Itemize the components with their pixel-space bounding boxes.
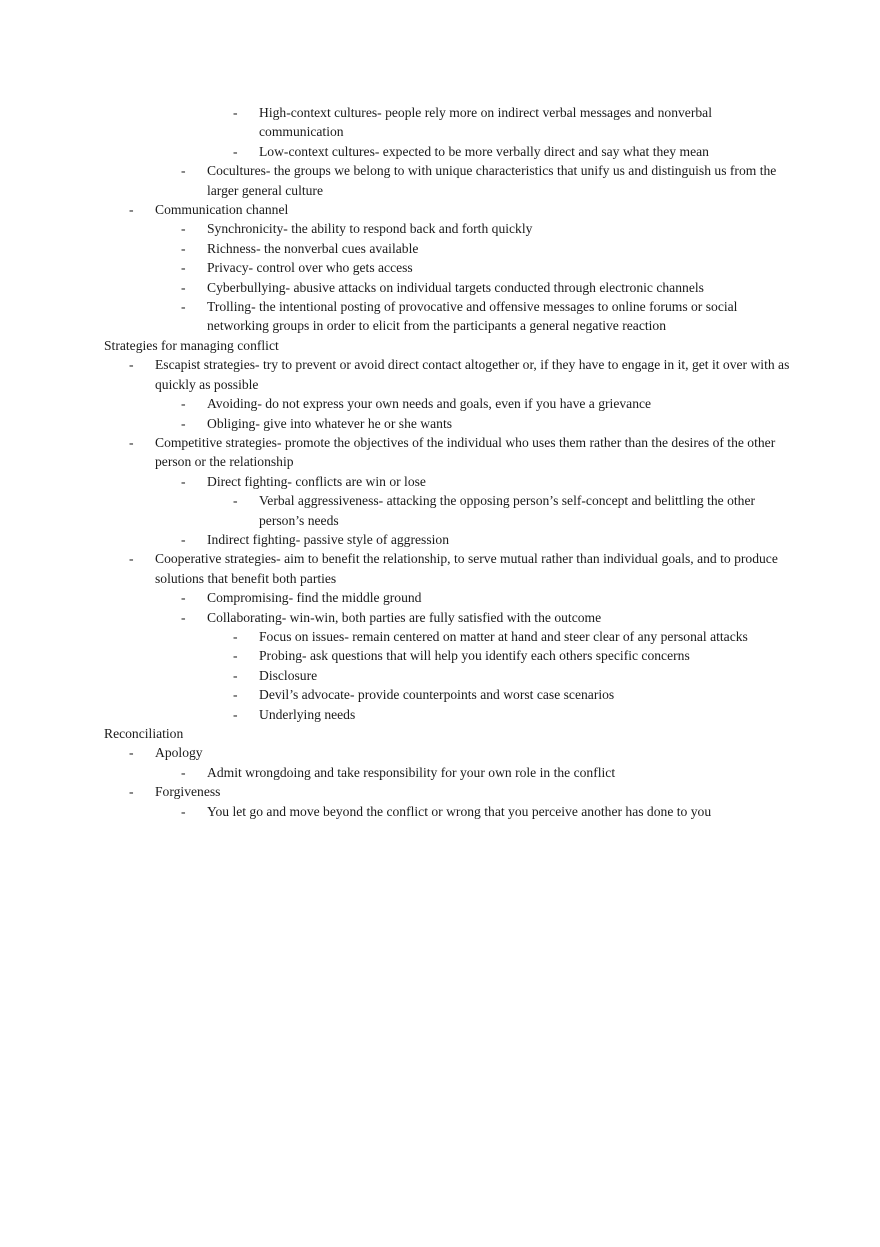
list-item <box>104 414 794 433</box>
item-text: Collaborating- win-win, both parties are fully satisfied with the outcome <box>207 609 602 625</box>
bullet-dash: - <box>181 240 186 256</box>
list-item <box>104 219 794 238</box>
item-text: Verbal aggressiveness- attacking the opposing person’s self-concept and belittling the other person’s needs <box>259 493 756 528</box>
bullet-dash: - <box>233 687 238 703</box>
list-item <box>104 763 794 782</box>
list-item <box>104 646 794 665</box>
list-item <box>104 355 794 394</box>
list-item <box>104 588 794 607</box>
list-item <box>104 103 794 142</box>
item-text: Cocultures- the groups we belong to with unique characteristics that unify us and distinguish us from the larger general culture <box>207 163 777 198</box>
list-item <box>104 782 794 801</box>
bullet-dash: - <box>181 473 186 489</box>
bullet-dash: - <box>181 163 186 179</box>
item-text: Forgiveness <box>155 784 221 800</box>
list-item <box>104 491 794 530</box>
notes-outline <box>104 103 794 821</box>
bullet-dash: - <box>233 105 238 120</box>
item-text: Cooperative strategies- aim to benefit the relationship, to serve mutual rather than individual goals, and to produce solutions that benefit both parties <box>155 551 778 586</box>
bullet-dash: - <box>181 531 186 547</box>
bullet-dash: - <box>233 648 238 664</box>
bullet-dash: - <box>129 745 134 761</box>
bullet-dash: - <box>233 143 238 159</box>
list-item <box>104 705 794 724</box>
bullet-dash: - <box>181 396 186 412</box>
item-text: Low-context cultures- expected to be more verbally direct and say what they mean <box>259 143 709 159</box>
item-text: Devil’s advocate- provide counterpoints and worst case scenarios <box>259 687 615 703</box>
item-text: Trolling- the intentional posting of provocative and offensive messages to online forums or social networking groups in order to elicit from the participants a general negative reaction <box>207 299 738 334</box>
item-text: Underlying needs <box>259 706 356 722</box>
bullet-dash: - <box>233 493 238 509</box>
list-item <box>104 278 794 297</box>
list-item <box>104 608 794 627</box>
list-item <box>104 472 794 491</box>
bullet-dash: - <box>181 609 186 625</box>
item-text: Strategies for managing conflict <box>104 337 279 353</box>
bullet-dash: - <box>181 279 186 295</box>
item-text: High-context cultures- people rely more on indirect verbal messages and nonverbal communication <box>259 105 712 140</box>
item-text: Focus on issues- remain centered on matter at hand and steer clear of any personal attacks <box>259 628 748 644</box>
item-text: Competitive strategies- promote the objectives of the individual who uses them rather than the desires of the other person or the relationship <box>155 434 776 470</box>
item-text: Disclosure <box>259 667 318 683</box>
list-item <box>104 549 794 588</box>
bullet-dash: - <box>181 299 186 315</box>
bullet-dash: - <box>233 667 238 683</box>
item-text: Compromising- find the middle ground <box>207 590 422 606</box>
list-item <box>104 200 794 219</box>
list-item <box>104 530 794 549</box>
bullet-dash: - <box>181 764 186 780</box>
item-text: Reconciliation <box>104 726 184 741</box>
bullet-dash: - <box>129 784 134 800</box>
item-text: Direct fighting- conflicts are win or lose <box>207 473 426 489</box>
bullet-dash: - <box>181 260 186 276</box>
list-item <box>104 142 794 161</box>
item-text: Obliging- give into whatever he or she wants <box>207 415 453 431</box>
list-item <box>104 666 794 685</box>
bullet-dash: - <box>129 434 134 450</box>
item-text: Probing- ask questions that will help you identify each others specific concerns <box>259 648 690 664</box>
list-item <box>104 394 794 413</box>
list-item <box>104 743 794 762</box>
section-heading <box>104 336 794 355</box>
item-text: Escapist strategies- try to prevent or avoid direct contact altogether or, if they have to engage in it, get it over with as quickly as possible <box>155 357 790 392</box>
item-text: Indirect fighting- passive style of aggression <box>207 531 449 547</box>
list-item <box>104 627 794 646</box>
bullet-dash: - <box>129 202 134 218</box>
bullet-dash: - <box>181 803 186 819</box>
bullet-dash: - <box>129 357 134 373</box>
bullet-dash: - <box>181 415 186 431</box>
section-heading <box>104 724 794 743</box>
list-item <box>104 161 794 200</box>
item-text: You let go and move beyond the conflict or wrong that you perceive another has done to you <box>207 803 712 819</box>
list-item <box>104 433 794 472</box>
bullet-dash: - <box>181 221 186 237</box>
item-text: Admit wrongdoing and take responsibility for your own role in the conflict <box>207 764 616 780</box>
item-text: Cyberbullying- abusive attacks on individual targets conducted through electronic channels <box>207 279 704 295</box>
item-text: Avoiding- do not express your own needs and goals, even if you have a grievance <box>207 396 652 412</box>
list-item <box>104 258 794 277</box>
bullet-dash: - <box>233 628 238 644</box>
item-text: Communication channel <box>155 202 289 218</box>
bullet-dash: - <box>129 551 134 567</box>
item-text: Richness- the nonverbal cues available <box>207 240 419 256</box>
list-item <box>104 297 794 336</box>
list-item <box>104 802 794 821</box>
bullet-dash: - <box>233 706 238 722</box>
list-item <box>104 685 794 704</box>
item-text: Privacy- control over who gets access <box>207 260 413 276</box>
list-item <box>104 239 794 258</box>
item-text: Apology <box>155 745 203 761</box>
item-text: Synchronicity- the ability to respond back and forth quickly <box>207 221 533 237</box>
bullet-dash: - <box>181 590 186 606</box>
